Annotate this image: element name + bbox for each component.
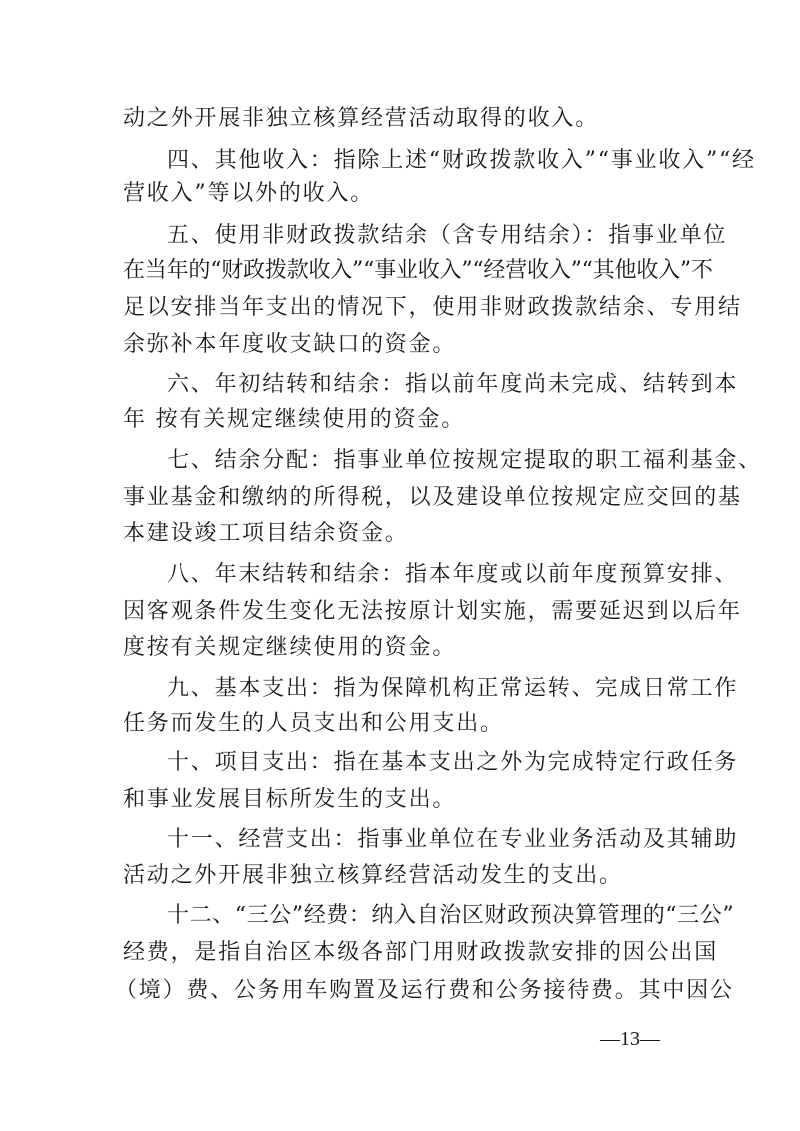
text-line: 经费，是指自治区本级各部门用财政拨款安排的因公出国 [123,940,719,965]
page-number: —13— [600,1028,660,1050]
text-line: 六、年初结转和结余：指以前年度尚未完成、结转到本 [167,372,739,397]
text-line: 余弥补本年度收支缺口的资金。 [123,332,457,357]
text-line: 九、基本支出：指为保障机构正常运转、完成日常工作 [167,676,739,701]
text-line: 七、结余分配：指事业单位按规定提取的职工福利基金、 [167,448,763,473]
text-line: 和事业发展目标所发生的支出。 [123,787,457,812]
text-line: 动之外开展非独立核算经营活动取得的收入。 [123,106,600,131]
text-line: 在当年的“财政拨款收入”“事业收入”“经营收入”“其他收入”不 [123,258,713,283]
text-line: 营收入”等以外的收入。 [123,181,375,206]
text-line: 四、其他收入：指除上述“财政拨款收入”“事业收入”“经 [167,148,756,173]
text-line: 因客观条件发生变化无法按原计划实施，需要延迟到以后年 [123,599,742,624]
text-line: 十二、“三公”经费：纳入自治区财政预决算管理的“三公” [167,903,735,928]
text-line: 年 按有关规定继续使用的资金。 [123,407,465,432]
text-line: 任务而发生的人员支出和公用支出。 [123,711,504,736]
text-line: 十一、经营支出：指事业单位在专业业务活动及其辅助 [167,827,739,852]
text-line: （境）费、公务用车购置及运行费和公务接待费。其中因公 [115,978,734,1003]
text-line: 五、使用非财政拨款结余（含专用结余）：指事业单位 [167,223,728,248]
text-line: 足以安排当年支出的情况下，使用非财政拨款结余、专用结 [123,295,742,320]
text-line: 活动之外开展非独立核算经营活动发生的支出。 [123,863,623,888]
text-line: 本建设竣工项目结余资金。 [123,521,409,546]
text-line: 八、年末结转和结余：指本年度或以前年度预算安排、 [167,562,739,587]
text-line: 十、项目支出：指在基本支出之外为完成特定行政任务 [167,750,739,775]
text-line: 事业基金和缴纳的所得税，以及建设单位按规定应交回的基 [123,485,742,510]
text-line: 度按有关规定继续使用的资金。 [123,635,457,660]
